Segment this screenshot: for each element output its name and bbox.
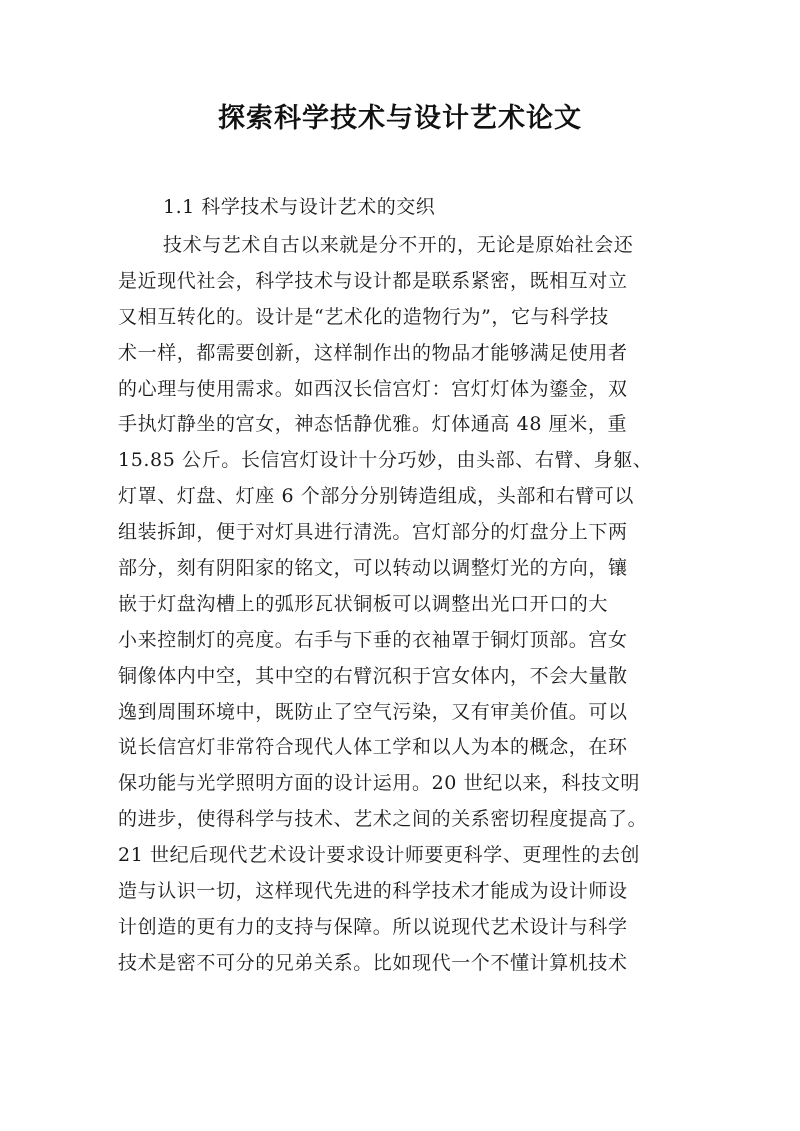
paragraph-line: 保功能与光学照明方面的设计运用。20 世纪以来，科技文明 [118,772,641,795]
paragraph-line: 部分，刻有阴阳家的铭文，可以转动以调整灯光的方向，镶 [118,557,628,580]
body-paragraph [118,228,688,982]
paragraph-line: 是近现代社会，科学技术与设计都是联系紧密，既相互对立 [118,269,628,292]
paragraph-line: 技术与艺术自古以来就是分不开的，无论是原始社会还 [163,234,634,256]
document-title: 探索科学技术与设计艺术论文 [218,103,582,134]
paragraph-line: 15.85 公斤。长信宫灯设计十分巧妙，由头部、右臂、身躯、 [118,449,653,472]
paragraph-line: 的进步，使得科学与技术、艺术之间的关系密切程度提高了。 [118,808,648,831]
paragraph-line: 技术是密不可分的兄弟关系。比如现代一个不懂计算机技术 [118,951,628,974]
paragraph-line: 的心理与使用需求。如西汉长信宫灯：宫灯灯体为鎏金，双 [118,377,628,400]
paragraph-line: 组装拆卸，便于对灯具进行清洗。宫灯部分的灯盘分上下两 [118,521,628,544]
paragraph-line: 逸到周围环境中，既防止了空气污染，又有审美价值。可以 [118,700,628,723]
paragraph-line: 铜像体内中空，其中空的右臂沉积于宫女体内，不会大量散 [118,664,628,687]
paragraph-line: 术一样，都需要创新，这样制作出的物品才能够满足使用者 [118,341,628,364]
paragraph-line: 灯罩、灯盘、灯座 6 个部分分别铸造组成，头部和右臂可以 [118,485,634,508]
paragraph-line: 手执灯静坐的宫女，神态恬静优雅。灯体通高 48 厘米，重 [118,413,628,436]
paragraph-line: 21 世纪后现代艺术设计要求设计师要更科学、更理性的去创 [118,844,641,867]
paragraph-line: 又相互转化的。设计是“艺术化的造物行为”，它与科学技 [118,305,610,328]
paragraph-line: 小来控制灯的亮度。右手与下垂的衣袖罩于铜灯顶部。宫女 [118,628,628,651]
paragraph-line: 造与认识一切，这样现代先进的科学技术才能成为设计师设 [118,880,628,903]
paragraph-line: 嵌于灯盘沟槽上的弧形瓦状铜板可以调整出光口开口的大 [118,592,609,615]
section-heading: 1.1 科学技术与设计艺术的交织 [163,196,436,218]
paragraph-line: 计创造的更有力的支持与保障。所以说现代艺术设计与科学 [118,915,628,938]
paragraph-line: 说长信宫灯非常符合现代人体工学和以人为本的概念，在环 [118,736,628,759]
